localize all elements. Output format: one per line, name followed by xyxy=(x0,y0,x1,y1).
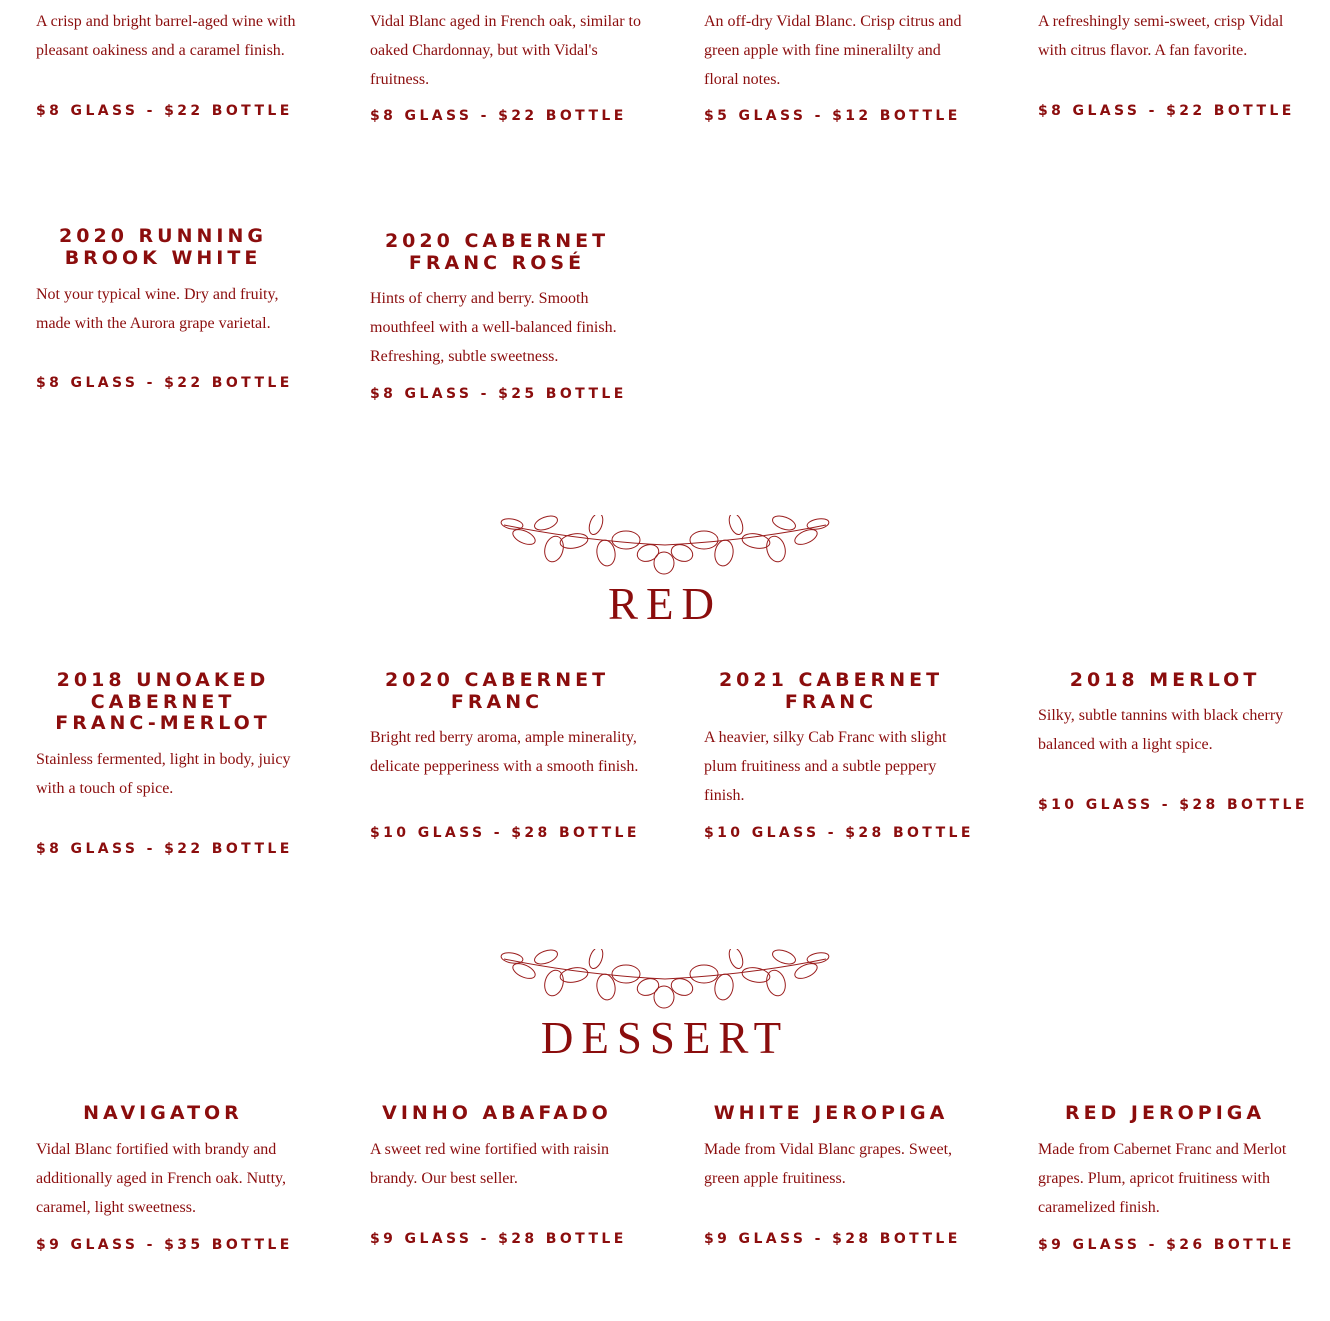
wine-description: Silky, subtle tannins with black cherry balanced with a light spice. xyxy=(1038,707,1284,753)
wine-description: An off-dry Vidal Blanc. Crisp citrus and green apple with fine mineralilty and floral notes. xyxy=(704,13,962,88)
wine-description: A sweet red wine fortified with raisin brandy. Our best seller. xyxy=(370,1141,610,1187)
wine-description: Hints of cherry and berry. Smooth mouthfeel with a well-balanced finish. Refreshing, subtle sweetness. xyxy=(370,290,617,365)
wine-name: NAVIGATOR xyxy=(83,1102,243,1124)
wine-name: 2018 MERLOT xyxy=(1069,669,1261,691)
wine-price: $9 GLASS - $26 BOTTLE xyxy=(1038,1237,1295,1253)
wine-description: Not your typical wine. Dry and fruity, made with the Aurora grape varietal. xyxy=(36,286,279,332)
wine-description: Made from Cabernet Franc and Merlot grapes. Plum, apricot fruitiness with caramelized finish. xyxy=(1038,1141,1287,1216)
wine-description: A refreshingly semi-sweet, crisp Vidal with citrus flavor. A fan favorite. xyxy=(1038,13,1284,59)
wine-price: $10 GLASS - $28 BOTTLE xyxy=(1038,797,1308,813)
wine-price: $10 GLASS - $28 BOTTLE xyxy=(370,825,640,841)
section-title-red: RED xyxy=(608,579,722,629)
wine-description: A heavier, silky Cab Franc with slight plum fruitiness and a subtle peppery finish. xyxy=(704,729,947,804)
wine-name: 2020 RUNNING BROOK WHITE xyxy=(59,225,267,269)
wine-name: WHITE JEROPIGA xyxy=(713,1102,949,1124)
wine-price: $9 GLASS - $28 BOTTLE xyxy=(370,1231,627,1247)
wine-price: $8 GLASS - $22 BOTTLE xyxy=(1038,103,1295,119)
wine-price: $9 GLASS - $28 BOTTLE xyxy=(704,1231,961,1247)
wine-description: Bright red berry aroma, ample minerality, delicate pepperiness with a smooth finish. xyxy=(370,729,639,775)
wine-description: Vidal Blanc aged in French oak, similar to oaked Chardonnay, but with Vidal's fruitness. xyxy=(370,13,641,88)
wine-price: $5 GLASS - $12 BOTTLE xyxy=(704,108,961,124)
wine-price: $8 GLASS - $22 BOTTLE xyxy=(36,375,293,391)
wine-name: RED JEROPIGA xyxy=(1064,1102,1266,1124)
wine-name: VINHO ABAFADO xyxy=(382,1102,612,1124)
wine-price: $8 GLASS - $22 BOTTLE xyxy=(370,108,627,124)
wine-price: $10 GLASS - $28 BOTTLE xyxy=(704,825,974,841)
wine-description: Made from Vidal Blanc grapes. Sweet, green apple fruitiness. xyxy=(704,1141,953,1187)
wine-name: 2018 UNOAKED CABERNET FRANC-MERLOT xyxy=(55,669,271,734)
section-title-dessert: DESSERT xyxy=(540,1013,790,1063)
wine-price: $8 GLASS - $25 BOTTLE xyxy=(370,386,627,402)
wine-name: 2020 CABERNET FRANC xyxy=(384,669,610,713)
wine-price: $8 GLASS - $22 BOTTLE xyxy=(36,841,293,857)
wine-price: $9 GLASS - $35 BOTTLE xyxy=(36,1237,293,1253)
wine-description: Vidal Blanc fortified with brandy and additionally aged in French oak. Nutty, caramel, light sweetness. xyxy=(36,1141,287,1216)
wine-description: A crisp and bright barrel-aged wine with pleasant oakiness and a caramel finish. xyxy=(36,13,296,59)
wine-description: Stainless fermented, light in body, juicy with a touch of spice. xyxy=(36,751,291,797)
wine-price: $8 GLASS - $22 BOTTLE xyxy=(36,103,293,119)
wine-name: 2021 CABERNET FRANC xyxy=(718,669,944,713)
laurel-branch-icon xyxy=(498,949,832,1011)
laurel-branch-icon xyxy=(498,515,832,577)
wine-name: 2020 CABERNET FRANC ROSÉ xyxy=(384,230,610,274)
